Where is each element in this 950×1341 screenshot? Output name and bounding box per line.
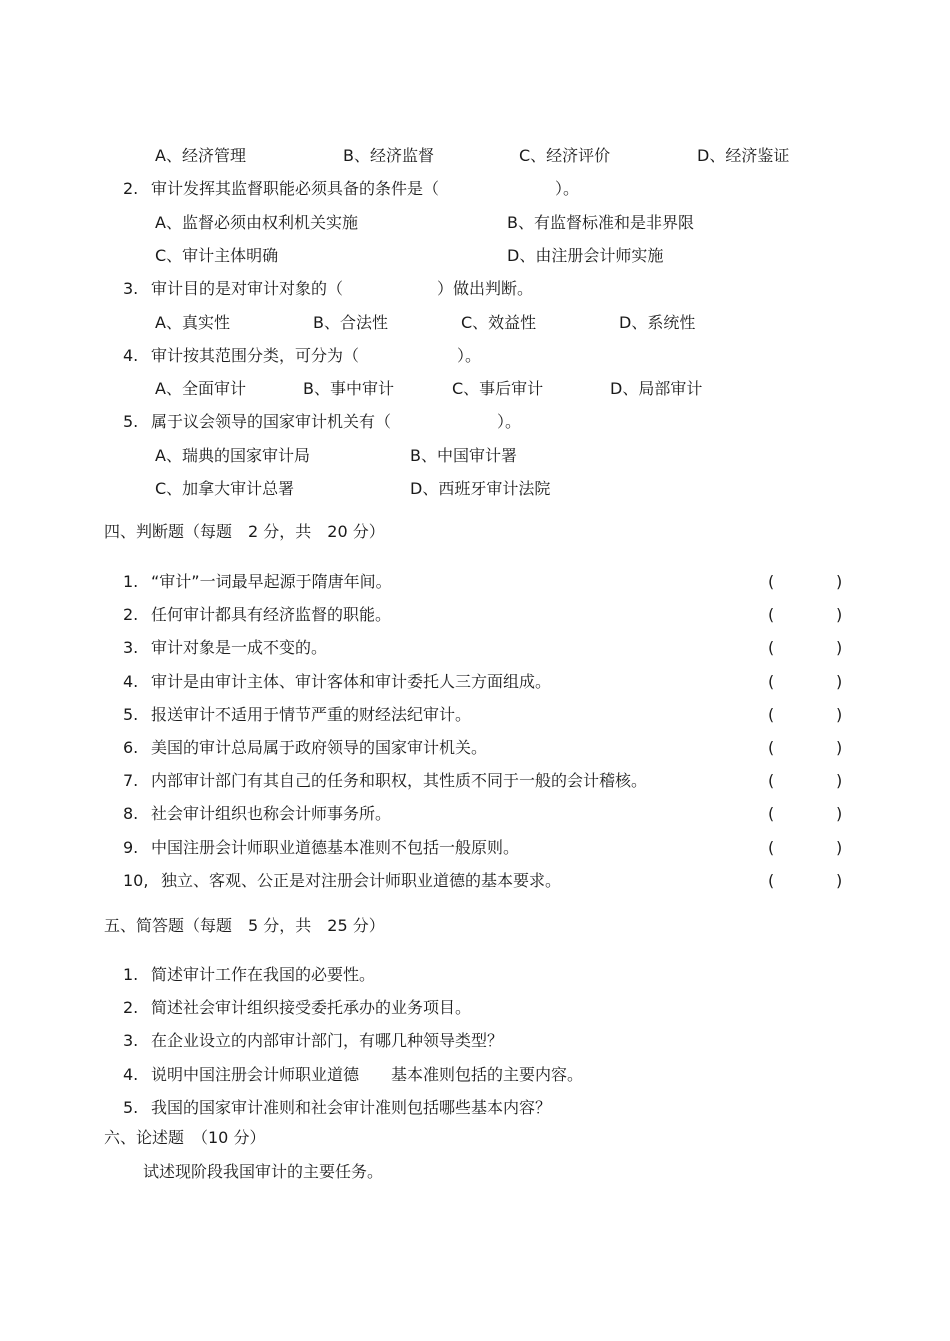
judge-6-paren-close: ) <box>836 738 843 757</box>
judge-7-paren-open: ( <box>768 771 775 790</box>
judge-6-text: 美国的审计总局属于政府领导的国家审计机关。 <box>151 738 488 757</box>
q1-option-c: C、经济评价 <box>519 146 611 165</box>
q5-option-d: D、西班牙审计法院 <box>410 479 551 498</box>
judge-1-paren-open: ( <box>768 572 775 591</box>
judge-2-paren-close: ) <box>836 605 843 624</box>
judge-9-paren-open: ( <box>768 838 775 857</box>
judge-9-text: 中国注册会计师职业道德基本准则不包括一般原则。 <box>151 838 520 857</box>
q2-option-a: A、监督必须由权利机关实施 <box>155 213 358 232</box>
q4-option-b: B、事中审计 <box>303 379 394 398</box>
judge-7-paren-close: ) <box>836 771 843 790</box>
short-2-number: 2. <box>123 998 139 1017</box>
judge-4-paren-open: ( <box>768 672 775 691</box>
judge-10-paren-close: ) <box>836 871 843 890</box>
judge-9-paren-close: ) <box>836 838 843 857</box>
judge-6-paren-open: ( <box>768 738 775 757</box>
q2-option-c: C、审计主体明确 <box>155 246 279 265</box>
section5-title: 五、简答题（每题 5 分，共 25 分） <box>104 916 385 935</box>
judge-8-number: 8. <box>123 804 139 823</box>
q3-option-b: B、合法性 <box>313 313 388 332</box>
judge-2-number: 2. <box>123 605 139 624</box>
q2-option-d: D、由注册会计师实施 <box>507 246 664 265</box>
q5-option-b: B、中国审计署 <box>410 446 517 465</box>
q4-tail: ）。 <box>457 346 482 365</box>
judge-10-paren-open: ( <box>768 871 775 890</box>
judge-3-text: 审计对象是一成不变的。 <box>151 638 328 657</box>
judge-3-number: 3. <box>123 638 139 657</box>
essay-question: 试述现阶段我国审计的主要任务。 <box>143 1162 384 1181</box>
judge-9-number: 9. <box>123 838 139 857</box>
q3-tail: ）做出判断。 <box>437 279 534 298</box>
q3-option-d: D、系统性 <box>619 313 696 332</box>
q4-option-a: A、全面审计 <box>155 379 246 398</box>
q3-option-c: C、效益性 <box>461 313 537 332</box>
judge-4-number: 4. <box>123 672 139 691</box>
q2-option-b: B、有监督标准和是非界限 <box>507 213 694 232</box>
short-2-text: 简述社会审计组织接受委托承办的业务项目。 <box>151 998 472 1017</box>
section4-title: 四、判断题（每题 2 分，共 20 分） <box>104 522 385 541</box>
q3-stem: 审计目的是对审计对象的（ <box>151 279 344 298</box>
q5-number: 5. <box>123 412 139 431</box>
judge-8-paren-close: ) <box>836 804 843 823</box>
judge-1-paren-close: ) <box>836 572 843 591</box>
short-4-number: 4. <box>123 1065 139 1084</box>
q2-number: 2. <box>123 179 139 198</box>
section6-title: 六、论述题 （10 分） <box>104 1128 266 1147</box>
q1-option-b: B、经济监督 <box>343 146 434 165</box>
judge-5-paren-close: ) <box>836 705 843 724</box>
judge-5-text: 报送审计不适用于情节严重的财经法纪审计。 <box>151 705 472 724</box>
judge-5-paren-open: ( <box>768 705 775 724</box>
q4-stem: 审计按其范围分类，可分为（ <box>151 346 360 365</box>
short-3-number: 3. <box>123 1031 139 1050</box>
q5-stem: 属于议会领导的国家审计机关有（ <box>151 412 392 431</box>
judge-4-paren-close: ) <box>836 672 843 691</box>
short-3-text: 在企业设立的内部审计部门，有哪几种领导类型？ <box>151 1031 504 1050</box>
short-5-text: 我国的国家审计准则和社会审计准则包括哪些基本内容？ <box>151 1098 552 1117</box>
judge-10-text: 独立、客观、公正是对注册会计师职业道德的基本要求。 <box>161 871 562 890</box>
judge-5-number: 5. <box>123 705 139 724</box>
judge-2-paren-open: ( <box>768 605 775 624</box>
q1-option-a: A、经济管理 <box>155 146 246 165</box>
judge-10-number: 10, <box>123 871 149 890</box>
judge-3-paren-open: ( <box>768 638 775 657</box>
q2-stem: 审计发挥其监督职能必须具备的条件是（ <box>151 179 440 198</box>
q5-option-a: A、瑞典的国家审计局 <box>155 446 310 465</box>
short-1-text: 简述审计工作在我国的必要性。 <box>151 965 376 984</box>
judge-2-text: 任何审计都具有经济监督的职能。 <box>151 605 392 624</box>
q3-number: 3. <box>123 279 139 298</box>
q5-tail: ）。 <box>497 412 522 431</box>
judge-6-number: 6. <box>123 738 139 757</box>
short-4-text: 说明中国注册会计师职业道德 基本准则包括的主要内容。 <box>151 1065 584 1084</box>
q1-option-d: D、经济鉴证 <box>697 146 790 165</box>
q4-option-c: C、事后审计 <box>452 379 544 398</box>
q3-option-a: A、真实性 <box>155 313 230 332</box>
short-1-number: 1. <box>123 965 139 984</box>
q2-tail: ）。 <box>555 179 580 198</box>
judge-8-paren-open: ( <box>768 804 775 823</box>
q4-number: 4. <box>123 346 139 365</box>
judge-4-text: 审计是由审计主体、审计客体和审计委托人三方面组成。 <box>151 672 552 691</box>
judge-1-text: “审计”一词最早起源于隋唐年间。 <box>151 572 392 591</box>
short-5-number: 5. <box>123 1098 139 1117</box>
judge-8-text: 社会审计组织也称会计师事务所。 <box>151 804 392 823</box>
q4-option-d: D、局部审计 <box>610 379 703 398</box>
judge-7-text: 内部审计部门有其自己的任务和职权，其性质不同于一般的会计稽核。 <box>151 771 648 790</box>
q5-option-c: C、加拿大审计总署 <box>155 479 295 498</box>
judge-3-paren-close: ) <box>836 638 843 657</box>
judge-1-number: 1. <box>123 572 139 591</box>
judge-7-number: 7. <box>123 771 139 790</box>
